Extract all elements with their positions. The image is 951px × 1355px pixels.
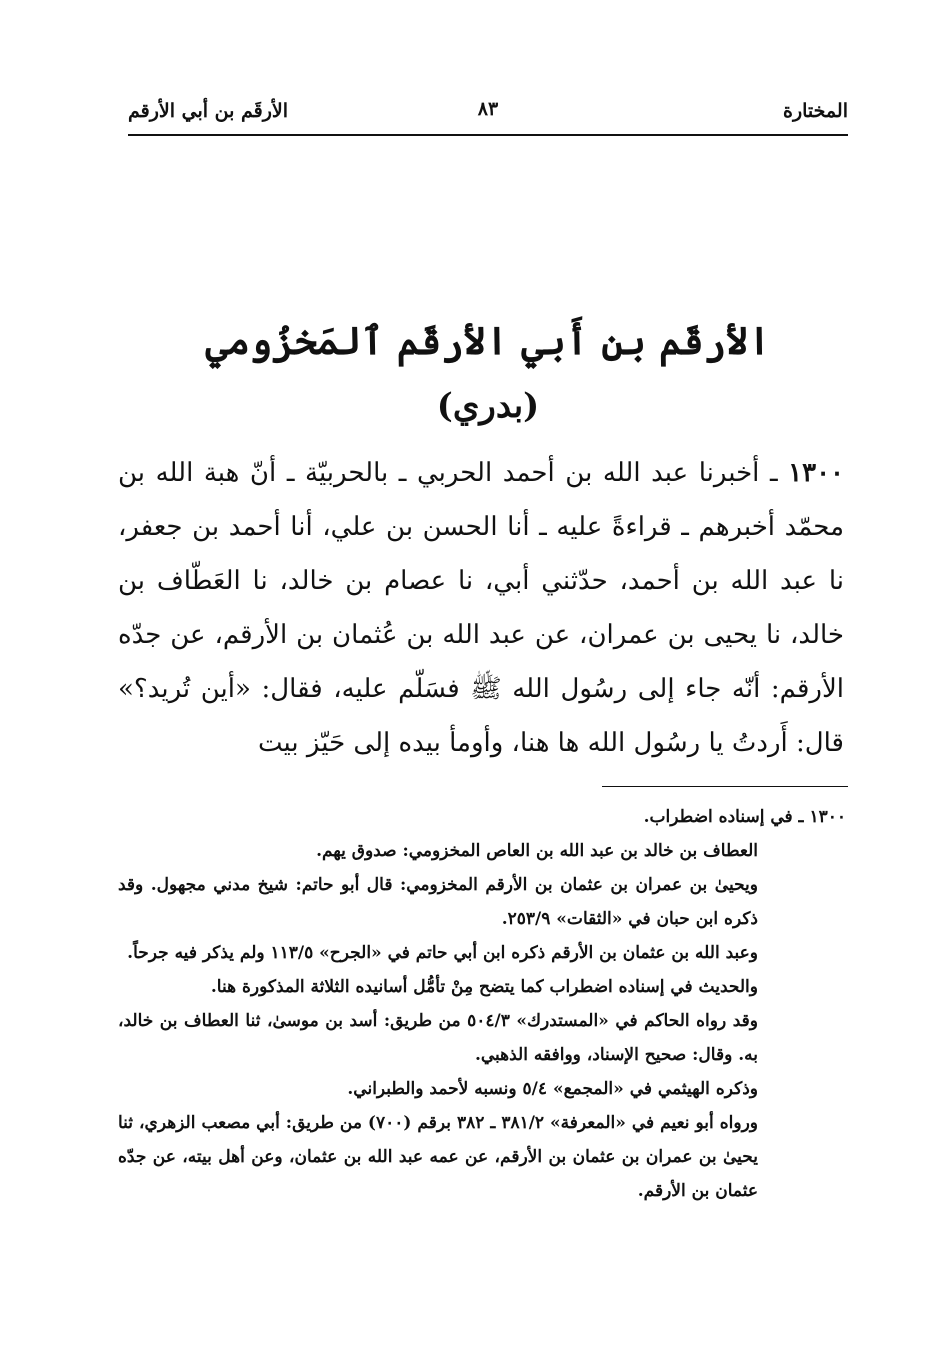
header-divider (128, 134, 848, 136)
chapter-subtitle: (بدري) (436, 386, 540, 426)
footnote-paragraph: وذكره الهيثمي في «المجمع» ٥/٤ ونسبه لأحمد والطبراني. (347, 1079, 758, 1099)
footnote-divider (602, 786, 848, 787)
footnotes (118, 800, 846, 1208)
footnote-paragraph: والحديث في إسناده اضطراب كما يتضح مِنْ تأمُّل أسانيده الثلاثة المذكورة هنا. (210, 977, 758, 997)
footnote-paragraph: العطاف بن خالد بن عبد الله بن العاص المخزومي: صدوق يهم. (316, 841, 758, 861)
hadith-text (118, 446, 844, 770)
footnote-paragraph: وقد رواه الحاكم في «المستدرك» ٥٠٤/٣ من طريق: أسد بن موسىٰ، ثنا العطاف بن خالد، به. وقال: صحيح الإسناد، ووافقه الذهبي. (118, 1011, 758, 1065)
section-title-header: الأرقَم بن أبي الأرقم (128, 100, 289, 122)
hadith-body: ـ أخبرنا عبد الله بن أحمد الحربي ـ بالحربيّة ـ أنّ هبة الله بن محمّد أخبرهم ـ قراءةً عليه ـ أنا الحسن بن علي، أنا أحمد بن جعفر، نا عبد الله بن أحمد، حدّثني أبي، نا عصام بن خالد، نا العَطّاف بن خالد، نا يحيى بن عمران، عن عبد الله بن عُثمان بن الأرقم، عن جدّه الأرقم: أنّه جاء إلى رسُول الله ﷺ فسَلّم عليه، فقال: «أين تُريد؟» قال: أَردتُ يا رسُول الله ها هنا، وأومأ بيده إلى حَيّز بيت (118, 458, 844, 758)
book-title-header: المختارة (783, 100, 848, 122)
footnote-paragraph: ويحيىٰ بن عمران بن عثمان بن الأرقم المخزومي: قال أبو حاتم: شيخ مدني مجهول. وقد ذكره ابن حبان في «الثقات» ٢٥٣/٩. (118, 875, 758, 929)
hadith-number: ١٣٠٠ (788, 458, 844, 488)
footnote-paragraph: ورواه أبو نعيم في «المعرفة» ٣٨١/٢ ـ ٣٨٢ برقم (٧٠٠) من طريق: أبي مصعب الزهري، ثنا يحيىٰ بن عمران بن عثمان بن الأرقم، عن عمه عبد الله بن عثمان، وعن أهل بيته، عن جدّه عثمان بن الأرقم. (118, 1113, 758, 1201)
running-header (128, 92, 848, 132)
page-number: ٨٣ (477, 98, 499, 120)
chapter-title: الأرقَم بن أَبي الأرقَم ٱلمَخزُومي (205, 318, 771, 363)
footnote-paragraph: وعبد الله بن عثمان بن الأرقم ذكره ابن أبي حاتم في «الجرح» ١١٣/٥ ولم يذكر فيه جرحاً. (127, 943, 758, 963)
footnote-heading: ١٣٠٠ ـ في إسناده اضطراب. (643, 807, 846, 827)
